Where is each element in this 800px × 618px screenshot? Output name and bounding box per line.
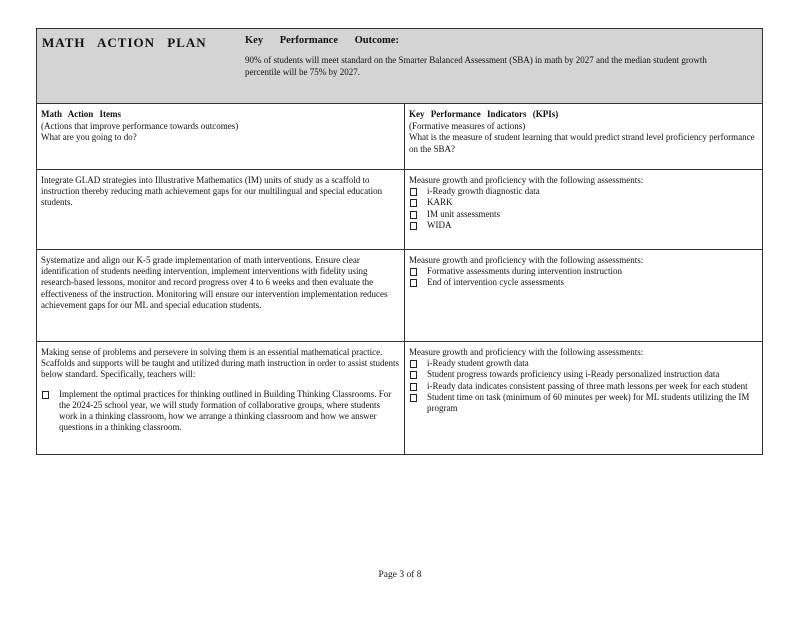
list-item — [409, 392, 758, 414]
checkbox-icon — [410, 199, 417, 207]
kpi-list — [409, 186, 758, 231]
kpi-list — [409, 358, 758, 414]
kpi-cell — [405, 342, 763, 455]
kpi-intro: Measure growth and proficiency with the following assessments: — [409, 175, 644, 185]
kpi-label: i-Ready growth diagnostic data — [427, 186, 540, 197]
kpi-cell — [405, 170, 763, 250]
column-question: What is the measure of student learning that would predict strand level proficiency performance on the SBA? — [409, 132, 755, 154]
list-item — [409, 358, 758, 369]
checkbox-icon — [410, 279, 417, 287]
checkbox-icon — [410, 211, 417, 219]
sub-item — [41, 389, 400, 434]
list-item — [409, 209, 758, 220]
list-item — [409, 197, 758, 208]
column-title: Math Action Items — [41, 109, 121, 119]
list-item — [409, 381, 758, 392]
list-item — [409, 186, 758, 197]
checkbox-icon — [410, 394, 417, 402]
action-plan-table — [36, 28, 763, 455]
column-subtitle: (Formative measures of actions) — [409, 120, 526, 131]
checkbox-icon — [42, 391, 49, 399]
kpo-label: Key Performance Outcome: — [245, 35, 399, 46]
table-row — [37, 250, 763, 342]
kpi-cell — [405, 250, 763, 342]
checkbox-icon — [410, 360, 417, 368]
action-cell — [37, 250, 405, 342]
kpi-label: WIDA — [427, 219, 452, 230]
kpi-label: Formative assessments during intervention instruction — [427, 266, 622, 277]
column-title: Key Performance Indicators (KPIs) — [409, 109, 559, 119]
column-header-actions — [37, 104, 405, 170]
checkbox-icon — [410, 188, 417, 196]
kpi-intro: Measure growth and proficiency with the following assessments: — [409, 255, 644, 265]
kpi-label: Student progress towards proficiency using i-Ready personalized instruction data — [427, 369, 720, 380]
kpi-intro: Measure growth and proficiency with the following assessments: — [409, 347, 644, 357]
kpi-label: i-Ready data indicates consistent passing of three math lessons per week for each student — [427, 380, 748, 391]
kpi-label: End of intervention cycle assessments — [427, 277, 564, 288]
table-row — [37, 170, 763, 250]
kpi-list — [409, 266, 758, 288]
action-cell — [37, 342, 405, 455]
list-item — [409, 369, 758, 380]
page-number: Page 3 of 8 — [378, 570, 422, 580]
sub-item-text: Implement the optimal practices for thinking outlined in Building Thinking Classrooms. For the 2024-25 school year, we will study formation of collaborative groups, where students work in a thinking classroom, how we arrange a thinking classroom and how we answer questions in a thinking classroom. — [59, 388, 392, 433]
checkbox-icon — [410, 222, 417, 230]
kpi-label: Student time on task (minimum of 60 minutes per week) for ML students utilizing the IM program — [427, 391, 750, 414]
list-item — [409, 277, 758, 288]
column-subtitle: (Actions that improve performance towards outcomes) — [41, 120, 239, 131]
list-item — [409, 266, 758, 277]
column-header-kpis — [405, 104, 763, 170]
outcome-text: 90% of students will meet standard on the Smarter Balanced Assessment (SBA) in math by 2027 and the median student growth percentile will be 75% by 2027. — [245, 55, 707, 77]
action-text: Integrate GLAD strategies into Illustrative Mathematics (IM) units of study as a scaffold to instruction thereby reducing math achievement gaps for our multilingual and special education students. — [41, 175, 383, 208]
action-text: Making sense of problems and persevere in solving them is an essential mathematical practice. Scaffolds and supports will be taught and utilized during math instruction in order to assist students below standard. Specifically, teachers will: — [41, 347, 400, 380]
list-item — [409, 220, 758, 231]
checkbox-icon — [410, 383, 417, 391]
column-question: What are you going to do? — [41, 132, 137, 142]
kpi-label: i-Ready student growth data — [427, 358, 529, 369]
table-row — [37, 342, 763, 455]
checkbox-icon — [410, 371, 417, 379]
kpi-label: KARK — [427, 197, 453, 208]
action-cell — [37, 170, 405, 250]
checkbox-icon — [410, 268, 417, 276]
page-title: MATH ACTION PLAN — [42, 35, 207, 50]
header-cell — [37, 29, 763, 104]
action-text: Systematize and align our K-5 grade implementation of math interventions. Ensure clear identification of students needing intervention, implement interventions with fidelity using research-based lessons, monitor and record progress over 4 to 6 weeks and then evaluate the effectiveness of the instruction. Monitoring will ensure our intervention implementation reduces achievement gaps for our ML and special education students. — [41, 255, 388, 310]
kpi-label: IM unit assessments — [427, 208, 500, 219]
